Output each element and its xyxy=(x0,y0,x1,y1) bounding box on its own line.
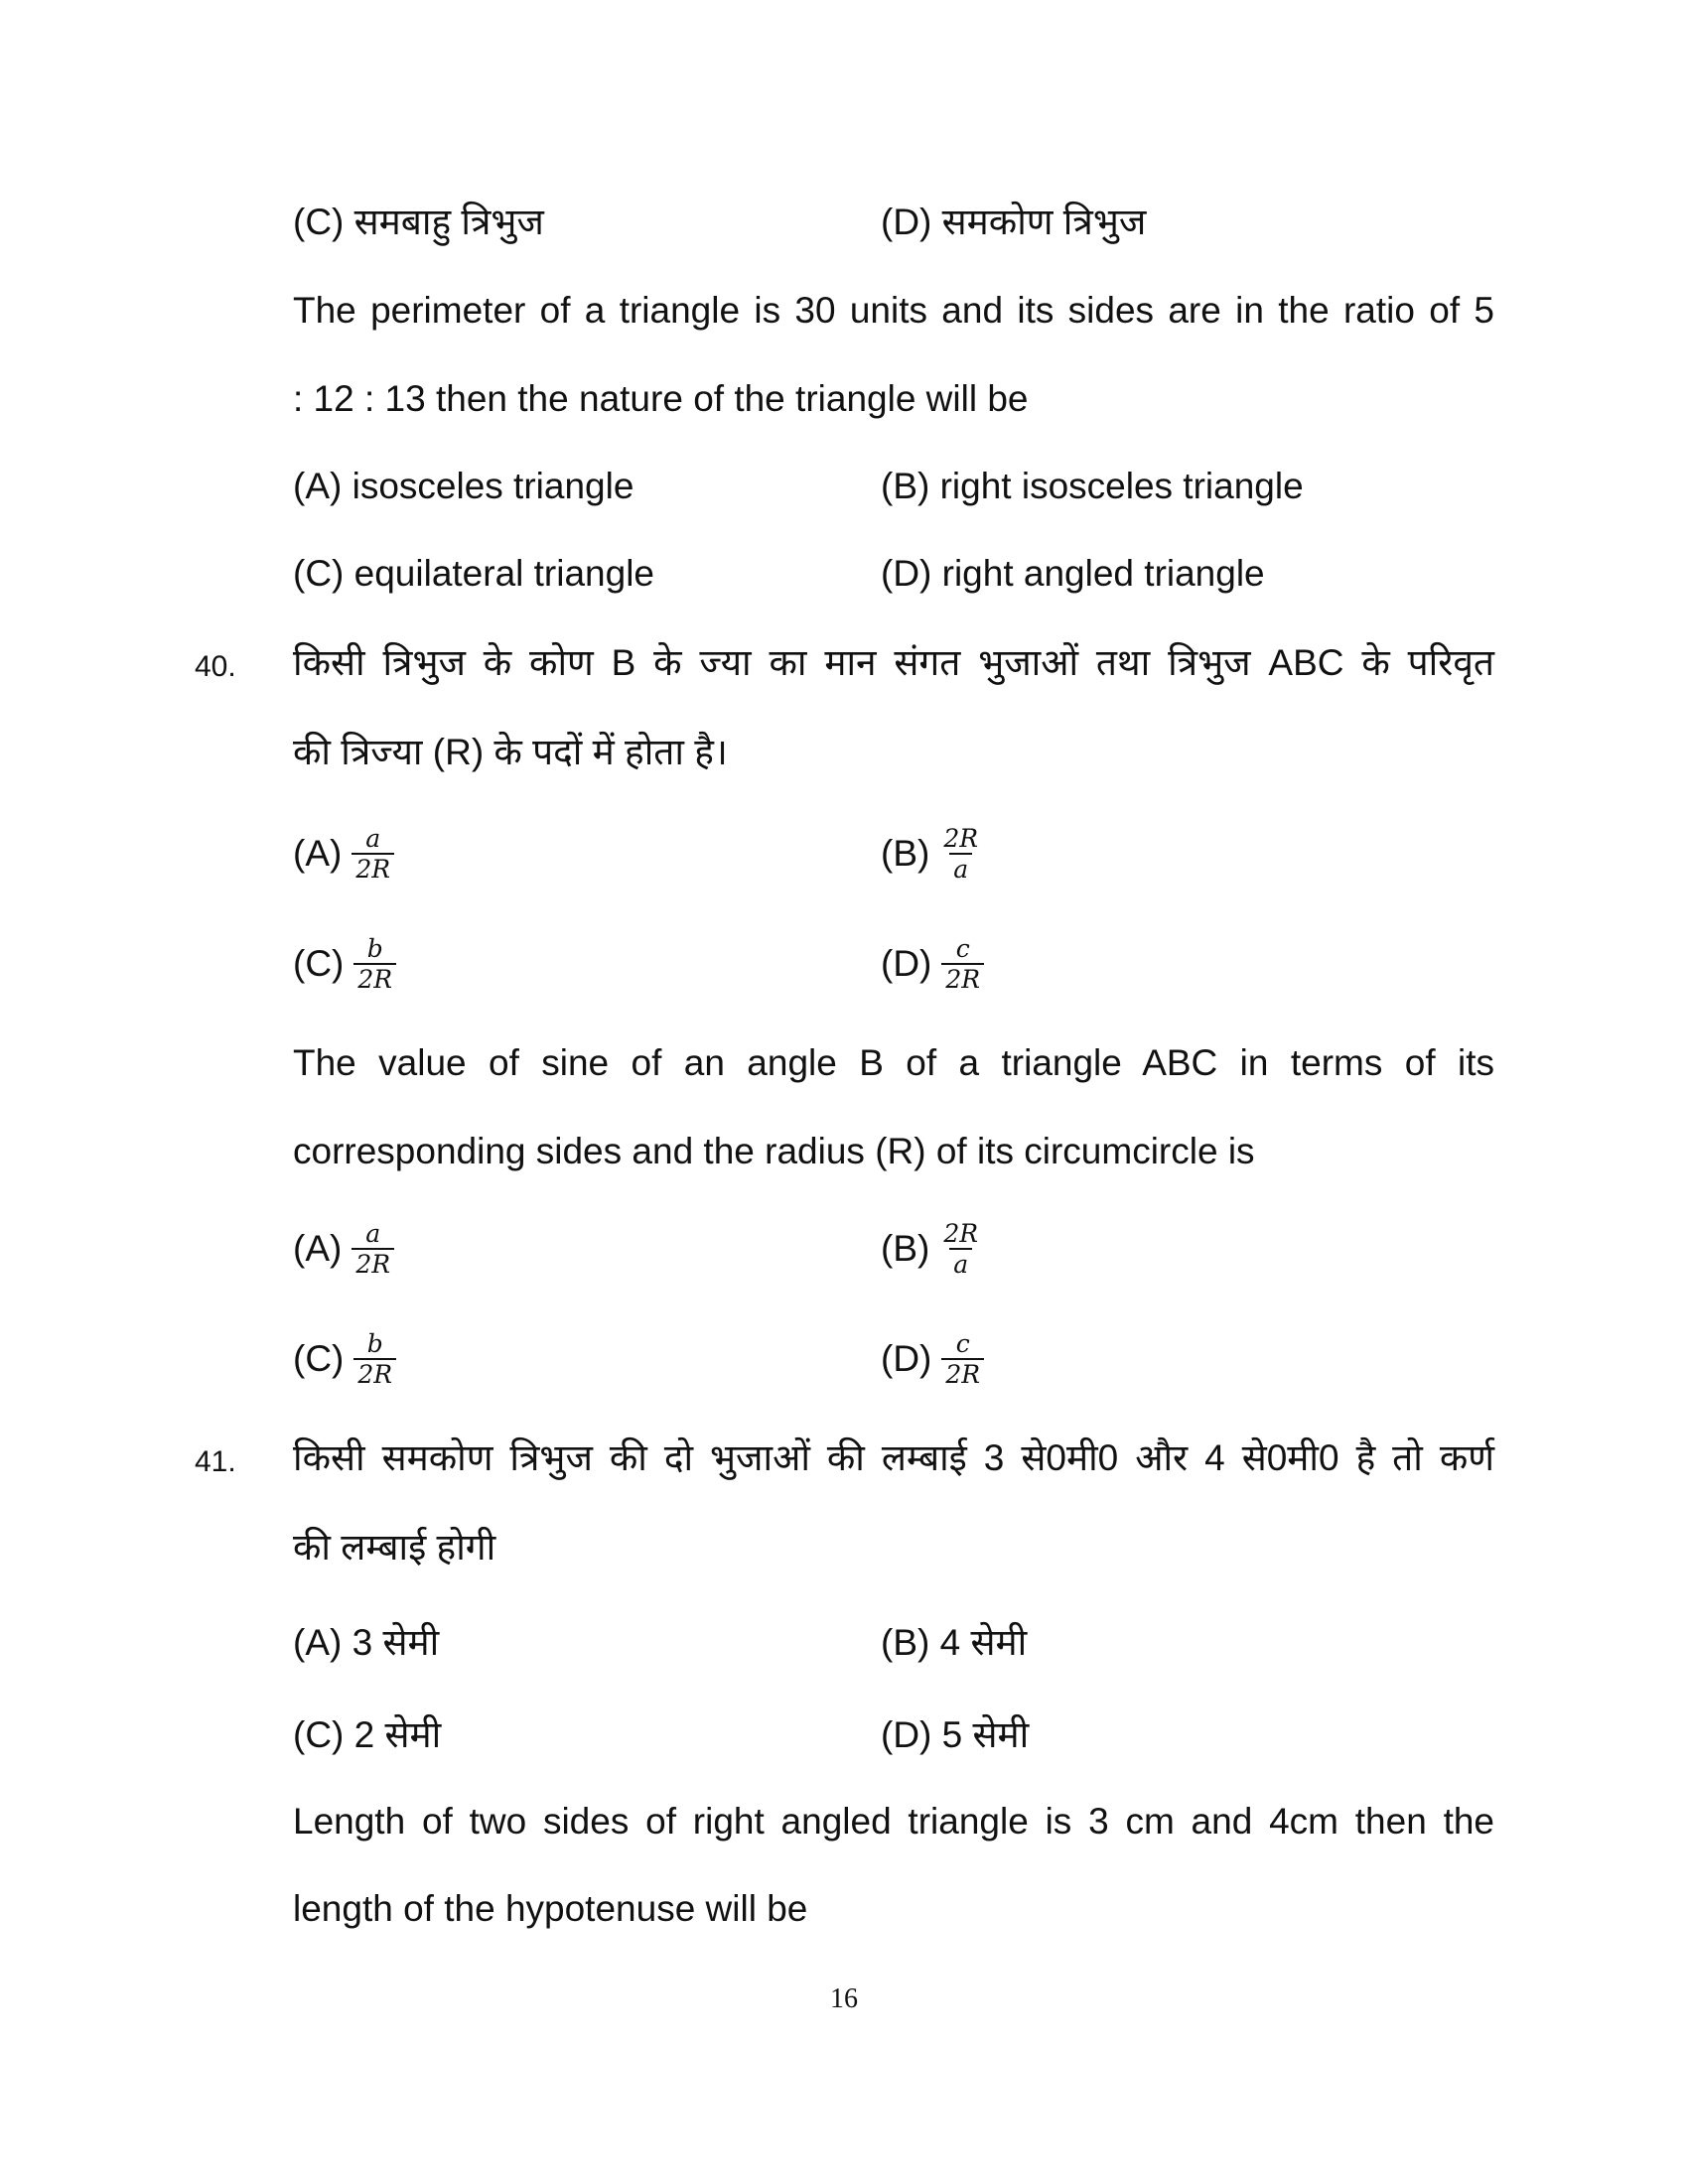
q40-en-line-1: The value of sine of an angle B of a triangle ABC in terms of its xyxy=(293,1042,1494,1083)
page-number: 16 xyxy=(830,1983,858,2014)
fraction: $\frac{a}{2R}$ xyxy=(352,824,394,884)
q41-option-d: (D) 5 सेमी xyxy=(881,1713,1030,1755)
q40-hi-line-2: की त्रिज्या (R) के पदों में होता है। xyxy=(293,732,728,772)
q41-option-c: (C) 2 सेमी xyxy=(293,1713,442,1755)
q39-en-option-d: (D) right angled triangle xyxy=(881,553,1265,594)
q39-en-line-1: The perimeter of a triangle is 30 units and its sides are in the ratio of 5 xyxy=(293,290,1494,331)
q40-en-option-c: (C) $\frac{b}{2R}$ xyxy=(293,1324,396,1394)
fraction: $\frac{b}{2R}$ xyxy=(353,934,396,994)
q39-en-line-2: : 12 : 13 then the nature of the triangle will be xyxy=(293,378,1029,419)
q40-en-options-row-1 xyxy=(293,1214,1494,1284)
q41-en-line-2: length of the hypotenuse will be xyxy=(293,1888,808,1929)
q39-en-options-row-2 xyxy=(293,539,1494,609)
q40-hi-option-a: (A) $\frac{a}{2R}$ xyxy=(293,819,394,888)
fraction: $\frac{2R}{a}$ xyxy=(943,1219,979,1279)
q40-en-option-b: (B) $\frac{2R}{a}$ xyxy=(881,1214,982,1284)
q41-hi-line-2: की लम्बाई होगी xyxy=(293,1527,496,1568)
question-number-40: 40. xyxy=(195,650,236,683)
q40-en-options-row-2 xyxy=(293,1324,1494,1394)
q39-hi-option-c: (C) समबाहु त्रिभुज xyxy=(293,201,544,242)
q41-options-row-2 xyxy=(293,1698,1494,1767)
q40-hi-option-b: (B) $\frac{2R}{a}$ xyxy=(881,819,982,888)
fraction: $\frac{2R}{a}$ xyxy=(943,824,979,884)
q39-en-option-b: (B) right isosceles triangle xyxy=(881,466,1304,506)
q40-hi-options-row-1 xyxy=(293,819,1494,888)
q40-hi-options-row-2 xyxy=(293,929,1494,999)
q41-option-b: (B) 4 सेमी xyxy=(881,1621,1028,1663)
q41-option-a: (A) 3 सेमी xyxy=(293,1621,440,1663)
q39-hi-options-row-2 xyxy=(293,185,1494,254)
q39-en-options-row-1 xyxy=(293,452,1494,521)
fraction: $\frac{c}{2R}$ xyxy=(941,934,984,994)
q40-en-option-a: (A) $\frac{a}{2R}$ xyxy=(293,1214,394,1284)
q40-hi-option-d: (D) $\frac{c}{2R}$ xyxy=(881,929,984,999)
q39-hi-option-d: (D) समकोण त्रिभुज xyxy=(881,201,1147,242)
q40-en-line-2: corresponding sides and the radius (R) of its circumcircle is xyxy=(293,1131,1255,1171)
q40-en-option-d: (D) $\frac{c}{2R}$ xyxy=(881,1324,984,1394)
q39-en-option-c: (C) equilateral triangle xyxy=(293,553,655,594)
fraction: $\frac{c}{2R}$ xyxy=(941,1329,984,1389)
q40-hi-line-1: किसी त्रिभुज के कोण B के ज्या का मान संगत भुजाओं तथा त्रिभुज ABC के परिवृत xyxy=(293,642,1494,683)
q41-options-row-1 xyxy=(293,1605,1494,1675)
q40-hi-option-c: (C) $\frac{b}{2R}$ xyxy=(293,929,396,999)
fraction: $\frac{b}{2R}$ xyxy=(353,1329,396,1389)
q41-hi-line-1: किसी समकोण त्रिभुज की दो भुजाओं की लम्बाई 3 से0मी0 और 4 से0मी0 है तो कर्ण xyxy=(293,1437,1494,1478)
question-number-41: 41. xyxy=(195,1445,236,1478)
fraction: $\frac{a}{2R}$ xyxy=(352,1219,394,1279)
q41-en-line-1: Length of two sides of right angled triangle is 3 cm and 4cm then the xyxy=(293,1801,1494,1842)
q39-en-option-a: (A) isosceles triangle xyxy=(293,466,634,506)
